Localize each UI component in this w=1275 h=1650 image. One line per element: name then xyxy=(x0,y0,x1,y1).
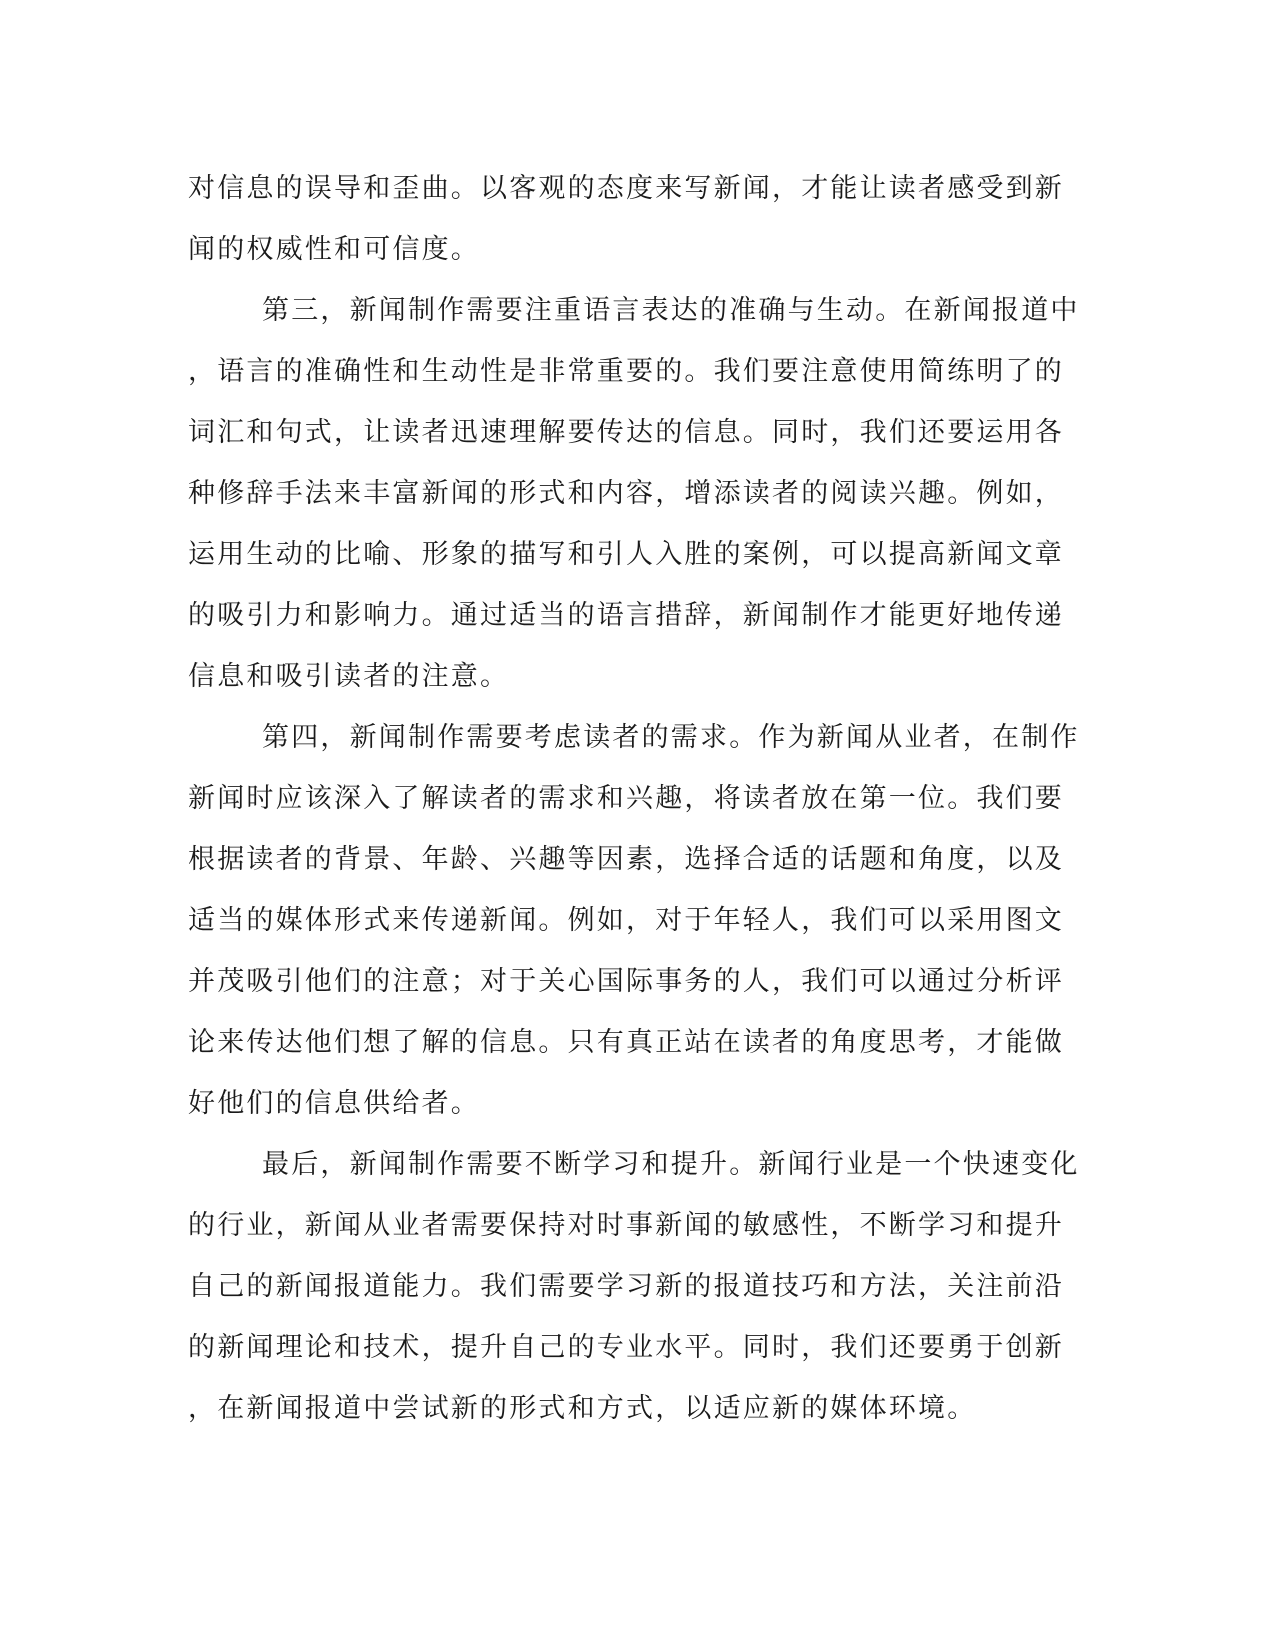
paragraph-continued xyxy=(188,158,1088,280)
document-body xyxy=(188,158,1088,1439)
text-line: ，在新闻报道中尝试新的形式和方式，以适应新的媒体环境。 xyxy=(188,1393,977,1424)
text-line: 的吸引力和影响力。通过适当的语言措辞，新闻制作才能更好地传递 xyxy=(188,600,1064,631)
text-line: 的新闻理论和技术，提升自己的专业水平。同时，我们还要勇于创新 xyxy=(188,1332,1064,1363)
text-line: 闻的权威性和可信度。 xyxy=(188,234,480,265)
text-line: 的行业，新闻从业者需要保持对时事新闻的敏感性，不断学习和提升 xyxy=(188,1210,1064,1241)
text-line: 种修辞手法来丰富新闻的形式和内容，增添读者的阅读兴趣。例如， xyxy=(188,478,1064,509)
text-line: 对信息的误导和歪曲。以客观的态度来写新闻，才能让读者感受到新 xyxy=(188,173,1064,204)
paragraph-last xyxy=(188,1134,1088,1439)
paragraph-third xyxy=(188,280,1088,707)
text-line: 词汇和句式，让读者迅速理解要传达的信息。同时，我们还要运用各 xyxy=(188,417,1064,448)
text-line: 论来传达他们想了解的信息。只有真正站在读者的角度思考，才能做 xyxy=(188,1027,1064,1058)
text-line: 第三，新闻制作需要注重语言表达的准确与生动。在新闻报道中 xyxy=(262,295,1080,326)
paragraph-fourth xyxy=(188,707,1088,1134)
text-line: 自己的新闻报道能力。我们需要学习新的报道技巧和方法，关注前沿 xyxy=(188,1271,1064,1302)
text-line: 适当的媒体形式来传递新闻。例如，对于年轻人，我们可以采用图文 xyxy=(188,905,1064,936)
text-line: 信息和吸引读者的注意。 xyxy=(188,661,510,692)
text-line: 新闻时应该深入了解读者的需求和兴趣，将读者放在第一位。我们要 xyxy=(188,783,1064,814)
text-line: 运用生动的比喻、形象的描写和引人入胜的案例，可以提高新闻文章 xyxy=(188,539,1064,570)
text-line: ，语言的准确性和生动性是非常重要的。我们要注意使用简练明了的 xyxy=(188,356,1064,387)
text-line: 最后，新闻制作需要不断学习和提升。新闻行业是一个快速变化 xyxy=(262,1149,1080,1180)
text-line: 好他们的信息供给者。 xyxy=(188,1088,480,1119)
text-line: 第四，新闻制作需要考虑读者的需求。作为新闻从业者，在制作 xyxy=(262,722,1080,753)
text-line: 并茂吸引他们的注意；对于关心国际事务的人，我们可以通过分析评 xyxy=(188,966,1064,997)
text-line: 根据读者的背景、年龄、兴趣等因素，选择合适的话题和角度，以及 xyxy=(188,844,1064,875)
